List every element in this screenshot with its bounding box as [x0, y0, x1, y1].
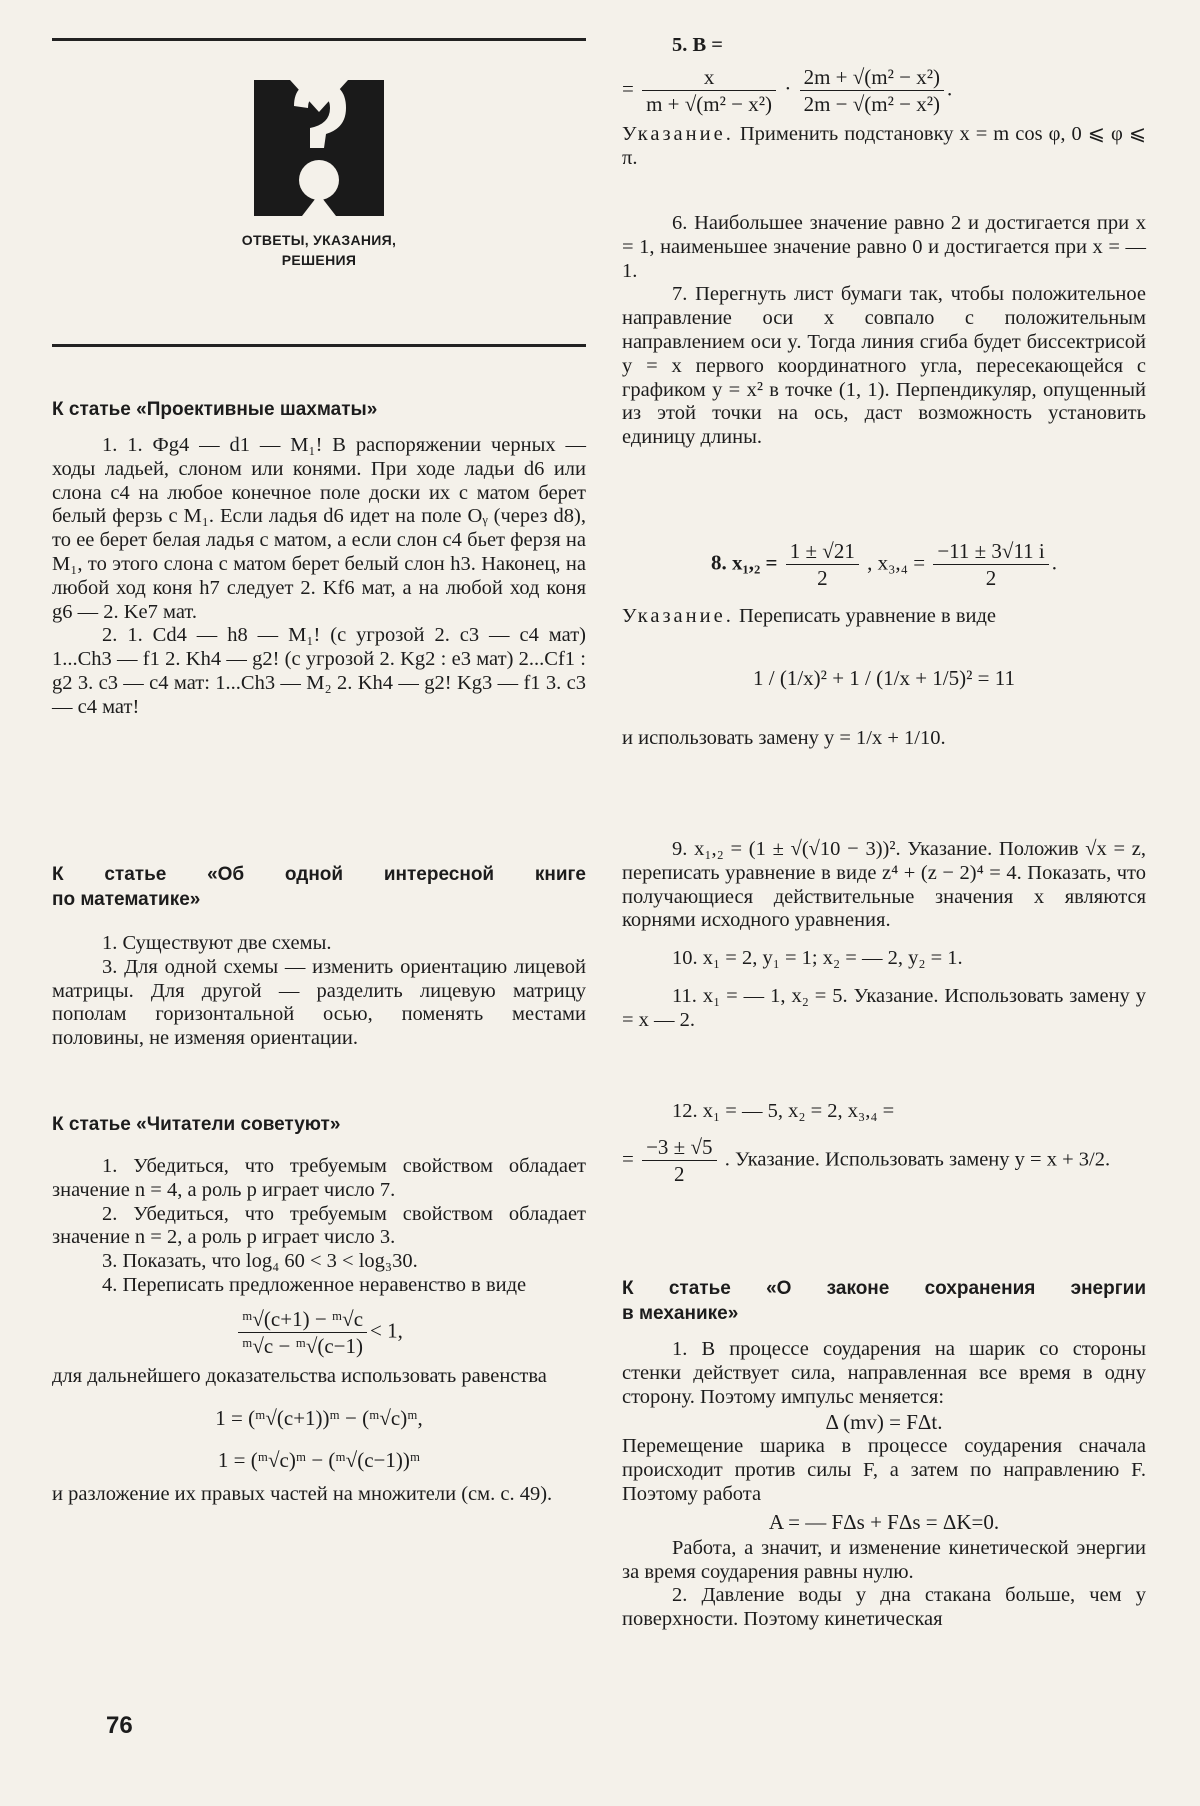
page-number: 76 — [106, 1712, 133, 1739]
answer-6-7 — [622, 212, 1146, 450]
question-mark-logo-icon — [254, 76, 384, 216]
fraction-numerator: 1 ± √21 — [789, 539, 855, 563]
paragraph: 4. Переписать предложенное неравенство в виде — [102, 1273, 527, 1296]
fraction-numerator: −3 ± √5 — [646, 1134, 713, 1159]
section-heading-line1: К статье «Об одной интересной книге — [52, 864, 586, 885]
equation-tail: . Указание. Использовать замену y = x + 3/2. — [724, 1148, 1111, 1171]
hint-text: Применить подстановку x = m cos φ, 0 ⩽ φ ⩽ π. — [622, 122, 1147, 169]
section-logo — [52, 60, 586, 350]
paragraph: 3. Для одной схемы — изменить ориентацию лицевой матрицы. Для другой — разделить лицевую матрицу пополам горизонтальной осью, поменять местами половины, не изменяя ориентации. — [52, 955, 586, 1050]
section-rule — [52, 344, 586, 347]
paragraph: 2. Давление воды у дна стакана больше, чем у поверхности. Поэтому кинетическая — [622, 1584, 1146, 1631]
equation: = $\frac{x}{\text{m + √(m² − x²)}}$ · $\frac{\text{2m + √(m² − x²)}}{\text{2m − √(m² − x²)}}$ . — [622, 64, 953, 116]
answer-9-11 — [622, 838, 1146, 1033]
section-readers-advise — [52, 1112, 586, 1506]
paragraph: 2. Убедиться, что требуемым свойством обладает значение n = 2, а роль p играет число 3. — [52, 1202, 586, 1249]
hint-text: Переписать уравнение в виде — [738, 605, 996, 627]
answer-6: 6. Наибольшее значение равно 2 и достигается при x = 1, наименьшее значение равно 0 и достигается при x = — 1. — [622, 212, 1146, 282]
fraction — [800, 64, 944, 117]
section-heading-line1: К статье «О законе сохранения энергии — [622, 1278, 1146, 1299]
paragraph: 1. Убедиться, что требуемым свойством обладает значение n = 4, а роль p играет число 7. — [52, 1155, 586, 1201]
equation: 1 = (ᵐ√(c+1))ᵐ − (ᵐ√c)ᵐ, — [215, 1405, 423, 1430]
answer-12-line1: 12. x₁ = — 5, x₂ = 2, x₃,₄ = — [672, 1100, 895, 1122]
answer-10: 10. x₁ = 2, y₁ = 1; x₂ = — 2, y₂ = 1. — [672, 947, 963, 970]
equation-mid: , x₃,₄ = — [867, 550, 926, 575]
equation: 1 / (1/x)² + 1 / (1/x + 1/5)² = 11 — [753, 665, 1015, 690]
paragraph: и использовать замену y = 1/x + 1/10. — [622, 726, 946, 749]
paragraph: Работа, а значит, и изменение кинетической энергии за время соударения равны нулю. — [622, 1536, 1146, 1583]
paragraph: Перемещение шарика в процессе соударения сначала происходит против силы F, а затем по направлению F. Поэтому работа — [622, 1435, 1146, 1505]
fraction-numerator: 2m + √(m² − x²) — [803, 64, 941, 89]
section-interesting-book — [52, 862, 586, 1051]
fraction-numerator: ᵐ√(c+1) − ᵐ√c — [242, 1306, 364, 1331]
answer-8-lead: 8. x₁,₂ = — [710, 550, 778, 575]
fraction-denominator: ᵐ√c − ᵐ√(c−1) — [238, 1332, 367, 1359]
fraction — [642, 64, 776, 117]
section-projective-chess — [52, 397, 586, 720]
answer-5 — [622, 34, 1146, 170]
equation — [622, 1134, 1146, 1187]
fraction-denominator: m + √(m² − x²) — [642, 90, 776, 117]
caption-line1: ОТВЕТЫ, УКАЗАНИЯ, — [241, 232, 397, 248]
hint — [622, 605, 1146, 629]
fraction-numerator: −11 ± 3√11 i — [937, 539, 1045, 563]
paragraph: 1. 1. Фg4 — d1 — M₁! В распоряжении черных — ходы ладьей, слоном или конями. При ходе ладьи d6 или слона c4 на любое конечное поле доски их с матом берет белый ферзь с M₁. Если ладья d6 идет на поле Oᵧ (через d8), то ее берет белая ладья с матом, а если слон c4 бьет ферзя на M₁, то этого слона с матом берет белый слон h3. Наконец, на любой ход коня h7 следует 2. Kf6 мат, а на любой ход коня g6 — 2. Ke7 мат. — [52, 434, 586, 623]
answer-8 — [622, 538, 1146, 751]
hint — [622, 123, 1146, 171]
fraction — [933, 538, 1048, 591]
top-rule — [52, 38, 586, 41]
section-heading: К статье «Проективные шахматы» — [52, 399, 378, 420]
answer-7: 7. Перегнуть лист бумаги так, чтобы положительное направление оси x совпало с положительным направлением оси y. Тогда линия сгиба будет биссектрисой y = x первого координатного угла, пересекающейся с графиком y = x² в точке (1, 1). Перпендикуляр, опущенный из этой точки на ось, даст возможность установить единицу длины. — [622, 283, 1146, 449]
equation: 1 = (ᵐ√c)ᵐ − (ᵐ√(c−1))ᵐ — [217, 1447, 421, 1472]
fraction-denominator: 2m − √(m² − x²) — [800, 90, 944, 117]
section-heading-line2: в механике» — [622, 1303, 739, 1324]
left-column — [52, 0, 586, 1806]
equation: 8. x₁,₂ = $\frac{1 \pm √21}{2}$ , x₃,₄ = $\frac{-11 \pm 3√11 i}{2}$ . — [710, 539, 1058, 590]
inequality — [52, 1306, 586, 1359]
answer-12 — [622, 1100, 1146, 1187]
inequality-fraction — [238, 1306, 367, 1359]
inequality-rhs: < 1, — [370, 1318, 403, 1343]
fraction-numerator: x — [703, 64, 715, 89]
equation-prefix: = — [622, 1146, 634, 1171]
section-heading: К статье «Читатели советуют» — [52, 1114, 341, 1135]
hint-label: Указание. — [622, 605, 734, 627]
answer-11: 11. x₁ = — 1, x₂ = 5. Указание. Использовать замену y = x — 2. — [622, 984, 1146, 1031]
paragraph: 1. Существуют две схемы. — [102, 932, 332, 954]
section-heading-line2: по математике» — [52, 889, 201, 910]
fraction-denominator: 2 — [933, 564, 1048, 591]
fraction-denominator: 2 — [786, 564, 859, 591]
paragraph: для дальнейшего доказательства использовать равенства — [52, 1364, 547, 1387]
paragraph: 2. 1. Cd4 — h8 — M₁! (с угрозой 2. c3 — c4 мат) 1...Ch3 — f1 2. Kh4 — g2! (с угрозой 2. Kg2 : e3 мат) 2...Cf1 : g2 3. c3 — c4 мат: 1...Ch3 — M₂ 2. Kh4 — g2! Kg3 — f1 3. c3 — c4 мат! — [52, 624, 586, 718]
answer-9: 9. x₁,₂ = (1 ± √(√10 − 3))². Указание. Положив √x = z, переписать уравнение в виде z⁴ + (z − 2)⁴ = 4. Показать, что получающиеся действительные значения x являются корнями исходного уравнения. — [622, 838, 1146, 932]
caption-line2: РЕШЕНИЯ — [281, 252, 357, 268]
paragraph: 3. Показать, что log₄ 60 < 3 < log₃30. — [102, 1250, 418, 1273]
hint-label: Указание. — [622, 122, 734, 145]
right-column — [622, 0, 1146, 1806]
answer-lead — [622, 34, 1146, 58]
paragraph: 1. В процессе соударения на шарик со стороны стенки действует сила, направленная все время в одну сторону. Поэтому импульс меняется: — [622, 1338, 1146, 1408]
equation: Δ (mv) = FΔt. — [825, 1410, 943, 1435]
paragraph: и разложение их правых частей на множители (см. с. 49). — [52, 1482, 553, 1505]
section-energy-conservation — [622, 1276, 1146, 1632]
fraction — [786, 538, 859, 591]
equation: A = — FΔs + FΔs = ΔK=0. — [768, 1509, 1000, 1534]
answer-5-lead: 5. B = — [672, 34, 723, 56]
fraction — [642, 1134, 716, 1187]
fraction-denominator: 2 — [642, 1160, 716, 1187]
